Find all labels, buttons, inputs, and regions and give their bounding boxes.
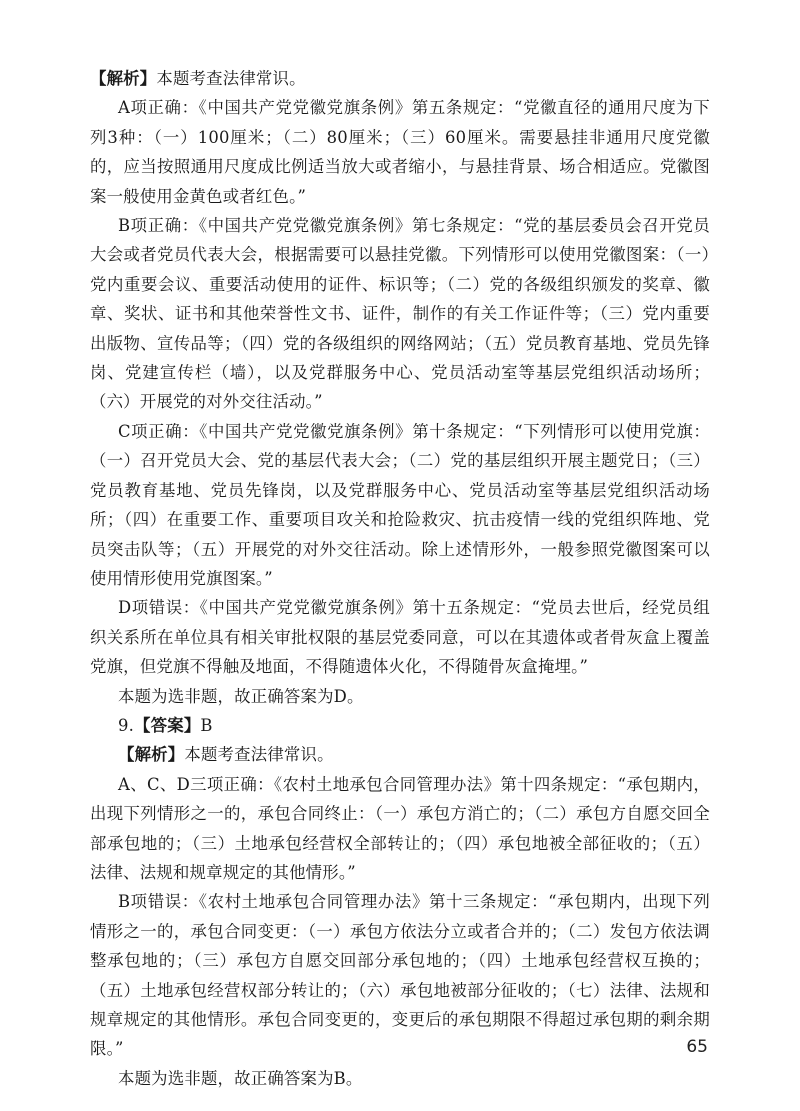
q8-option-b-paragraph: B项正确：《中国共产党党徽党旗条例》第七条规定：“党的基层委员会召开党员大会或者党员代表大会，根据需要可以悬挂党徽。下列情形可以使用党徽图案：（一）党内重要会议、重要活动使用的证件、标识等；（二）党的各级组织颁发的奖章、徽章、奖状、证书和其他荣誉性文书、证件，制作的有关工作证件等；（三）党内重要出版物、宣传品等；（四）党的各级组织的网络网站；（五）党员教育基地、党员先锋岗、党建宣传栏（墙），以及党群服务中心、党员活动室等基层党组织活动场所；（六）开展党的对外交往活动。” (90, 216, 710, 412)
answer-analysis-content (90, 64, 710, 1093)
q8-option-d-paragraph: D项错误：《中国共产党党徽党旗条例》第十五条规定：“党员去世后，经党员组织关系所在单位具有相关审批权限的基层党委同意，可以在其遗体或者骨灰盒上覆盖党旗，但党旗不得触及地面，不得随遗体火化，不得随骨灰盒掩埋。” (90, 598, 710, 677)
q8-option-a-paragraph: A项正确：《中国共产党党徽党旗条例》第五条规定：“党徽直径的通用尺度为下列3种：（一）100厘米；（二）80厘米；（三）60厘米。需要悬挂非通用尺度党徽的，应当按照通用尺度成比例适当放大或者缩小，与悬挂背景、场合相适应。党徽图案一般使用金黄色或者红色。” (90, 98, 710, 206)
analysis-label: 【解析】 (90, 69, 157, 88)
q9-option-acd-paragraph: A、C、D三项正确：《农村土地承包合同管理办法》第十四条规定：“承包期内，出现下列情形之一的，承包合同终止：（一）承包方消亡的；（二）承包方自愿交回全部承包地的；（三）土地承包经营权全部转让的；（四）承包地被全部征收的；（五）法律、法规和规章规定的其他情形。” (90, 774, 710, 882)
page-number: 65 (686, 1037, 708, 1057)
q9-analysis-heading (90, 740, 710, 769)
question-number: 9. (118, 715, 135, 735)
q9-option-b-paragraph: B项错误：《农村土地承包合同管理办法》第十三条规定：“承包期内，出现下列情形之一的，承包合同变更：（一）承包方依法分立或者合并的；（二）发包方依法调整承包地的；（三）承包方自愿交回部分承包地的；（四）土地承包经营权互换的；（五）土地承包经营权部分转让的；（六）承包地被部分征收的；（七）法律、法规和规章规定的其他情形。承包合同变更的，变更后的承包期限不得超过承包期的剩余期限。” (90, 892, 710, 1059)
q9-answer-line (90, 711, 710, 740)
answer-label: 【答案】 (134, 715, 201, 735)
q9-conclusion: 本题为选非题，故正确答案为B。 (118, 1068, 363, 1088)
analysis-text: 本题考查法律常识。 (156, 69, 306, 88)
q8-option-c-paragraph: C项正确：《中国共产党党徽党旗条例》第十条规定：“下列情形可以使用党旗：（一）召开党员大会、党的基层代表大会；（二）党的基层组织开展主题党日；（三）党员教育基地、党员先锋岗，以及党群服务中心、党员活动室等基层党组织活动场所；（四）在重要工作、重要项目攻关和抢险救灾、抗击疫情一线的党组织阵地、党员突击队等；（五）开展党的对外交往活动。除上述情形外，一般参照党徽图案可以使用情形使用党旗图案。” (90, 421, 710, 588)
analysis-label: 【解析】 (118, 745, 185, 765)
q8-conclusion: 本题为选非题，故正确答案为D。 (118, 686, 364, 706)
analysis-text: 本题考查法律常识。 (184, 745, 334, 765)
q8-analysis-heading (90, 64, 710, 93)
answer-value: B (200, 715, 213, 735)
